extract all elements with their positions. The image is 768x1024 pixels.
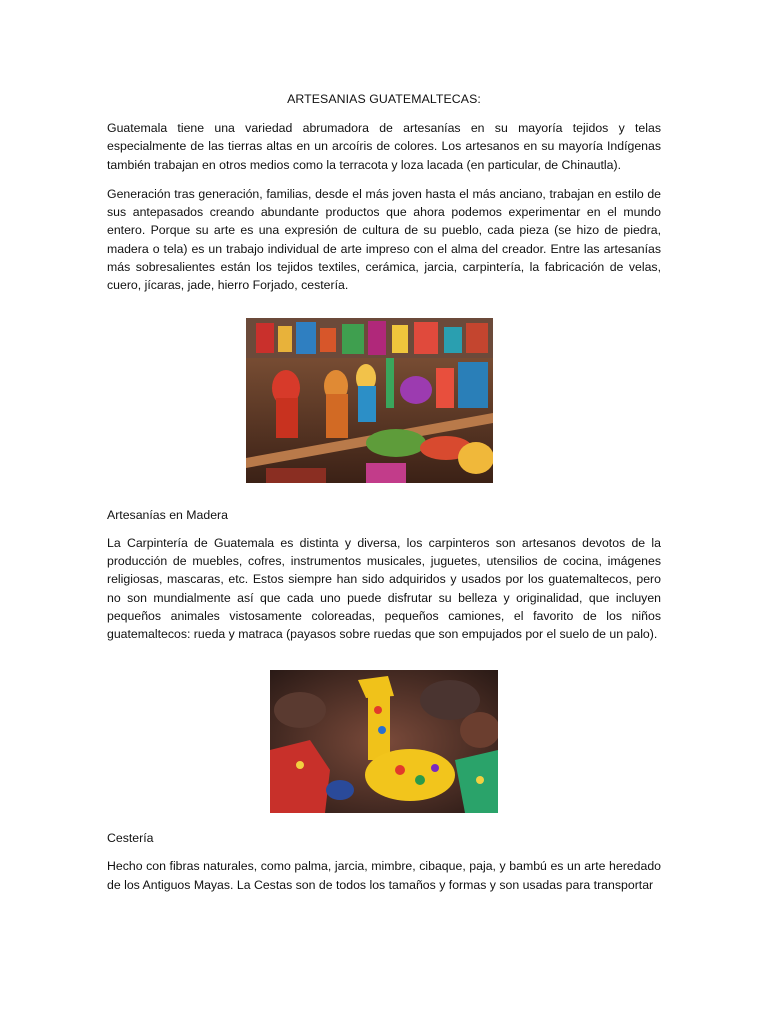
madera-paragraph: La Carpintería de Guatemala es distinta y diversa, los carpinteros son artesanos devotos de la producción de muebles, cofres, instrumentos musicales, juguetes, utensilios de cocina, imágenes religiosas, mascaras, etc. Estos siempre han sido adquiridos y usados por los guatemaltecos, pero no son mundialmente así que cada uno puede disfrutar su belleza y originalidad, que incluyen pequeños animales vistosamente coloreadas, pequeños camiones, el favorito de los niños guatemaltecos: rueda y matraca (payasos sobre ruedas que son empujados por el suelo de un palo). [107,535,661,642]
generacion-paragraph: Generación tras generación, familias, desde el más joven hasta el más anciano, trabajan en estilo de sus antepasados creando abundante productos que ahora podemos experimentar en el mundo entero. Porque su arte es una expresión de cultura de su pueblo, cada pieza (se hizo de piedra, madera o tela) es un trabajo individual de arte impreso con el alma del creador. Entre las artesanías más sobresalientes están los tejidos textiles, cerámica, jarcia, carpintería, la fabricación de velas, cuero, jícaras, jade, hierro Forjado, cestería. [107,186,661,293]
cesteria-paragraph: Hecho con fibras naturales, como palma, jarcia, mimbre, cibaque, paja, y bambú es un arte heredado de los Antiguos Mayas. La Cestas son de todos los tamaños y formas y son usadas para transportar [107,859,661,892]
cesteria-heading: Cestería [107,831,154,846]
photo-market-stall-wrap [107,306,661,508]
market-crafts-photo [246,318,493,483]
wooden-giraffe-photo [270,670,498,813]
photo-giraffe-wrap [107,654,661,831]
document-title: ARTESANIAS GUATEMALTECAS: [287,92,481,106]
madera-heading: Artesanías en Madera [107,507,228,522]
intro-paragraph: Guatemala tiene una variedad abrumadora de artesanías en su mayoría tejidos y telas especialmente de las tierras altas en un arcoíris de colores. Los artesanos en su mayoría Indígenas también trabajan en otros medios como la terracota y loza lacada (en particular, de Chinautla). [107,121,661,172]
